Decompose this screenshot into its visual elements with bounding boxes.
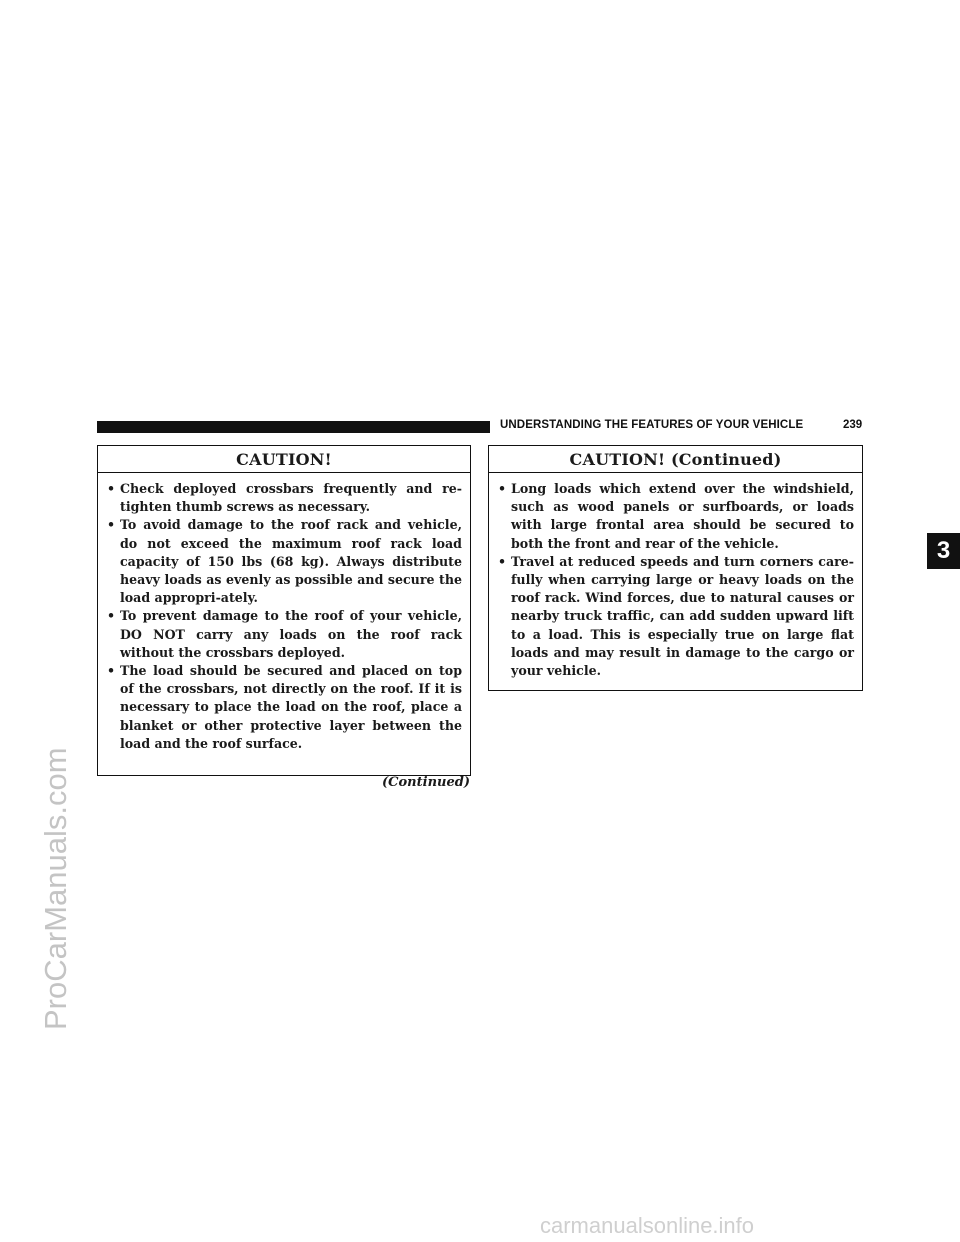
caution-item: • Check deployed crossbars frequently and re-tighten thumb screws as necessary. (106, 480, 462, 516)
caution-box-left (97, 445, 471, 776)
caution-item: • Long loads which extend over the windshield, such as wood panels or surfboards, or loads with large frontal area should be secured to both the front and rear of the vehicle. (497, 480, 854, 553)
chapter-tab: 3 (927, 533, 960, 569)
header-bar (97, 421, 490, 433)
continued-label: (Continued) (382, 775, 470, 790)
watermark-text: ProCarManuals.com (38, 747, 73, 1030)
caution-list-continued (489, 473, 862, 680)
caution-title: CAUTION! (98, 446, 470, 473)
caution-item: • The load should be secured and placed on top of the crossbars, not directly on the roof. If it is necessary to place the load on the roof, place a blanket or other protective layer between the load and the roof surface. (106, 662, 462, 753)
section-title: UNDERSTANDING THE FEATURES OF YOUR VEHICLE (500, 419, 804, 431)
caution-item: • To avoid damage to the roof rack and vehicle, do not exceed the maximum roof rack load capacity of 150 lbs (68 kg). Always distribute heavy loads as evenly as possible and secure the load appropri-ately. (106, 516, 462, 607)
caution-box-right (488, 445, 863, 691)
caution-item: • To prevent damage to the roof of your vehicle, DO NOT carry any loads on the roof rack without the crossbars deployed. (106, 607, 462, 662)
caution-title-continued: CAUTION! (Continued) (489, 446, 862, 473)
footer-watermark: carmanualsonline.info (540, 1213, 755, 1238)
caution-list (98, 473, 470, 753)
page-number: 239 (843, 419, 863, 431)
caution-item: • Travel at reduced speeds and turn corners care-fully when carrying large or heavy loads on the roof rack. Wind forces, due to natural causes or nearby truck traffic, can add sudden upward lift to a load. This is especially true on large flat loads and may result in damage to the cargo or your vehicle. (497, 553, 854, 680)
